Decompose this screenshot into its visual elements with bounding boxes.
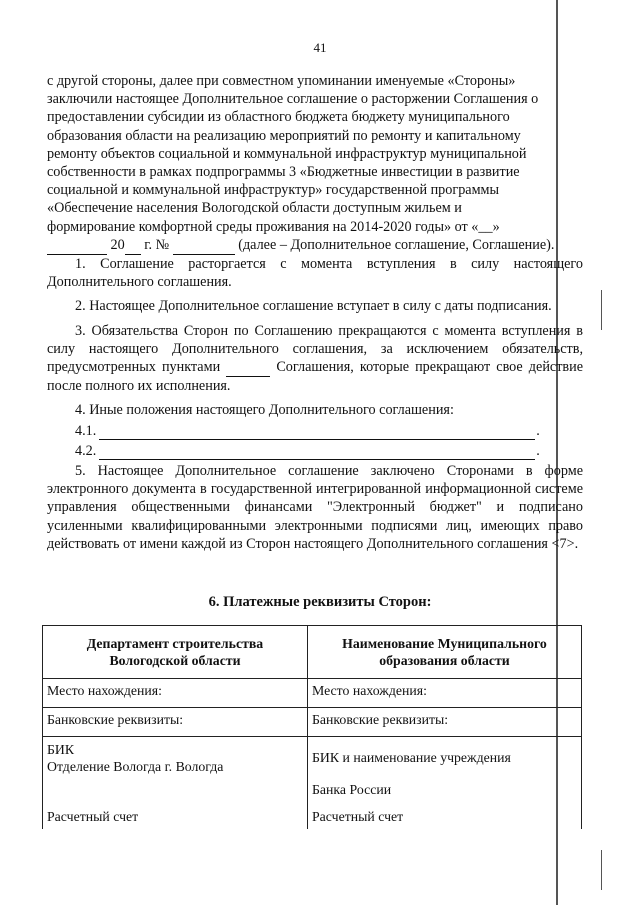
clause-4: 4. Иные положения настоящего Дополнительного соглашения: [75, 402, 454, 419]
intro-line: «Обеспечение населения Вологодской области доступным жильем и [47, 200, 462, 217]
clause-4-1-blank [99, 426, 535, 440]
left-bik-label: БИК [47, 742, 75, 757]
date-blank [47, 236, 107, 255]
year-prefix: 20 [110, 236, 125, 253]
table-header-row [43, 626, 582, 679]
clause-5: 5. Настоящее Дополнительное соглашение заключено Сторонами в форме электронного документа в государственной интегрированной информационной системе управления общественными финансами "Электронный бюджет" и подписано усиленными квалифицированными электронными подписями лиц, имеющих право действовать от имени каждой из Сторон настоящего Дополнительного соглашения <7>. [47, 463, 583, 552]
intro-paragraph [47, 72, 583, 553]
date-line-tail: (далее – Дополнительное соглашение, Соглашение). [238, 236, 555, 253]
year-suffix: г. № [144, 236, 170, 253]
payment-details-table [42, 625, 582, 829]
right-party-header: Наименование Муниципального образования области [308, 626, 582, 679]
left-location-cell: Место нахождения: [43, 679, 308, 708]
date-line [47, 236, 583, 255]
right-account-label: Расчетный счет [312, 809, 404, 824]
intro-line: с другой стороны, далее при совместном упоминании именуемые «Стороны» [47, 73, 516, 89]
right-bank-info-cell [308, 737, 582, 830]
right-bank-label: Банка России [312, 782, 392, 797]
location-row [43, 679, 582, 708]
clause-4-2-label: 4.2. [75, 442, 97, 459]
clause-2: 2. Настоящее Дополнительное соглашение вступает в силу с даты подписания. [75, 298, 552, 315]
left-bank-info-cell [43, 737, 308, 830]
bank-details-row [43, 708, 582, 737]
intro-line: заключили настоящее Дополнительное соглашение о расторжении Соглашения о [47, 91, 539, 108]
bank-info-row [43, 737, 582, 830]
clause-3 [47, 322, 583, 396]
scan-edge-line-short-2 [601, 850, 602, 890]
intro-line: ремонту объектов социальной и коммунальной инфраструктур муниципальной [47, 145, 527, 162]
number-blank [173, 236, 235, 255]
intro-line: собственности в рамках подпрограммы 3 «Бюджетные инвестиции в развитие [47, 164, 520, 181]
clause-4-1-period: . [536, 422, 540, 439]
clause-3-after: Соглашения, которые прекращают свое действие после полного их исполнения. [47, 359, 583, 395]
scan-edge-line-short [601, 290, 602, 330]
clause-3-before: 3. Обязательства Сторон по Соглашению прекращаются с момента вступления в силу настоящего Дополнительного соглашения, за исключением обязательств, предусмотренных пунктами [47, 322, 583, 376]
clause-4-1-label: 4.1. [75, 422, 97, 439]
right-bank-details-cell: Банковские реквизиты: [308, 708, 582, 737]
section-title: 6. Платежные реквизиты Сторон: [208, 594, 432, 610]
intro-line: формирование комфортной среды проживания на 2014-2020 годы» от «__» [47, 218, 500, 235]
page-number: 41 [313, 40, 327, 55]
left-bank-details-cell: Банковские реквизиты: [43, 708, 308, 737]
right-bik-label: БИК и наименование учреждения [312, 750, 511, 765]
clause-4-2-period: . [536, 442, 540, 459]
left-party-header: Департамент строительства Вологодской области [43, 626, 308, 679]
clause-1: 1. Соглашение расторгается с момента вступления в силу настоящего Дополнительного соглашения. [47, 256, 583, 291]
clause-3-blank [226, 358, 270, 377]
clause-4-2-line [47, 442, 583, 460]
clause-4-1-line [47, 422, 583, 440]
intro-line: предоставлении субсидии из областного бюджета бюджету муниципального [47, 109, 510, 126]
intro-line: образования области на реализацию мероприятий по ремонту и капитальному [47, 127, 521, 144]
left-account-label: Расчетный счет [47, 809, 139, 824]
left-branch-label: Отделение Вологда г. Вологда [47, 759, 224, 774]
intro-line: социальной и коммунальной инфраструктур» государственной программы [47, 182, 500, 199]
clause-4-2-blank [99, 446, 535, 460]
right-location-cell: Место нахождения: [308, 679, 582, 708]
year-blank [125, 236, 141, 255]
